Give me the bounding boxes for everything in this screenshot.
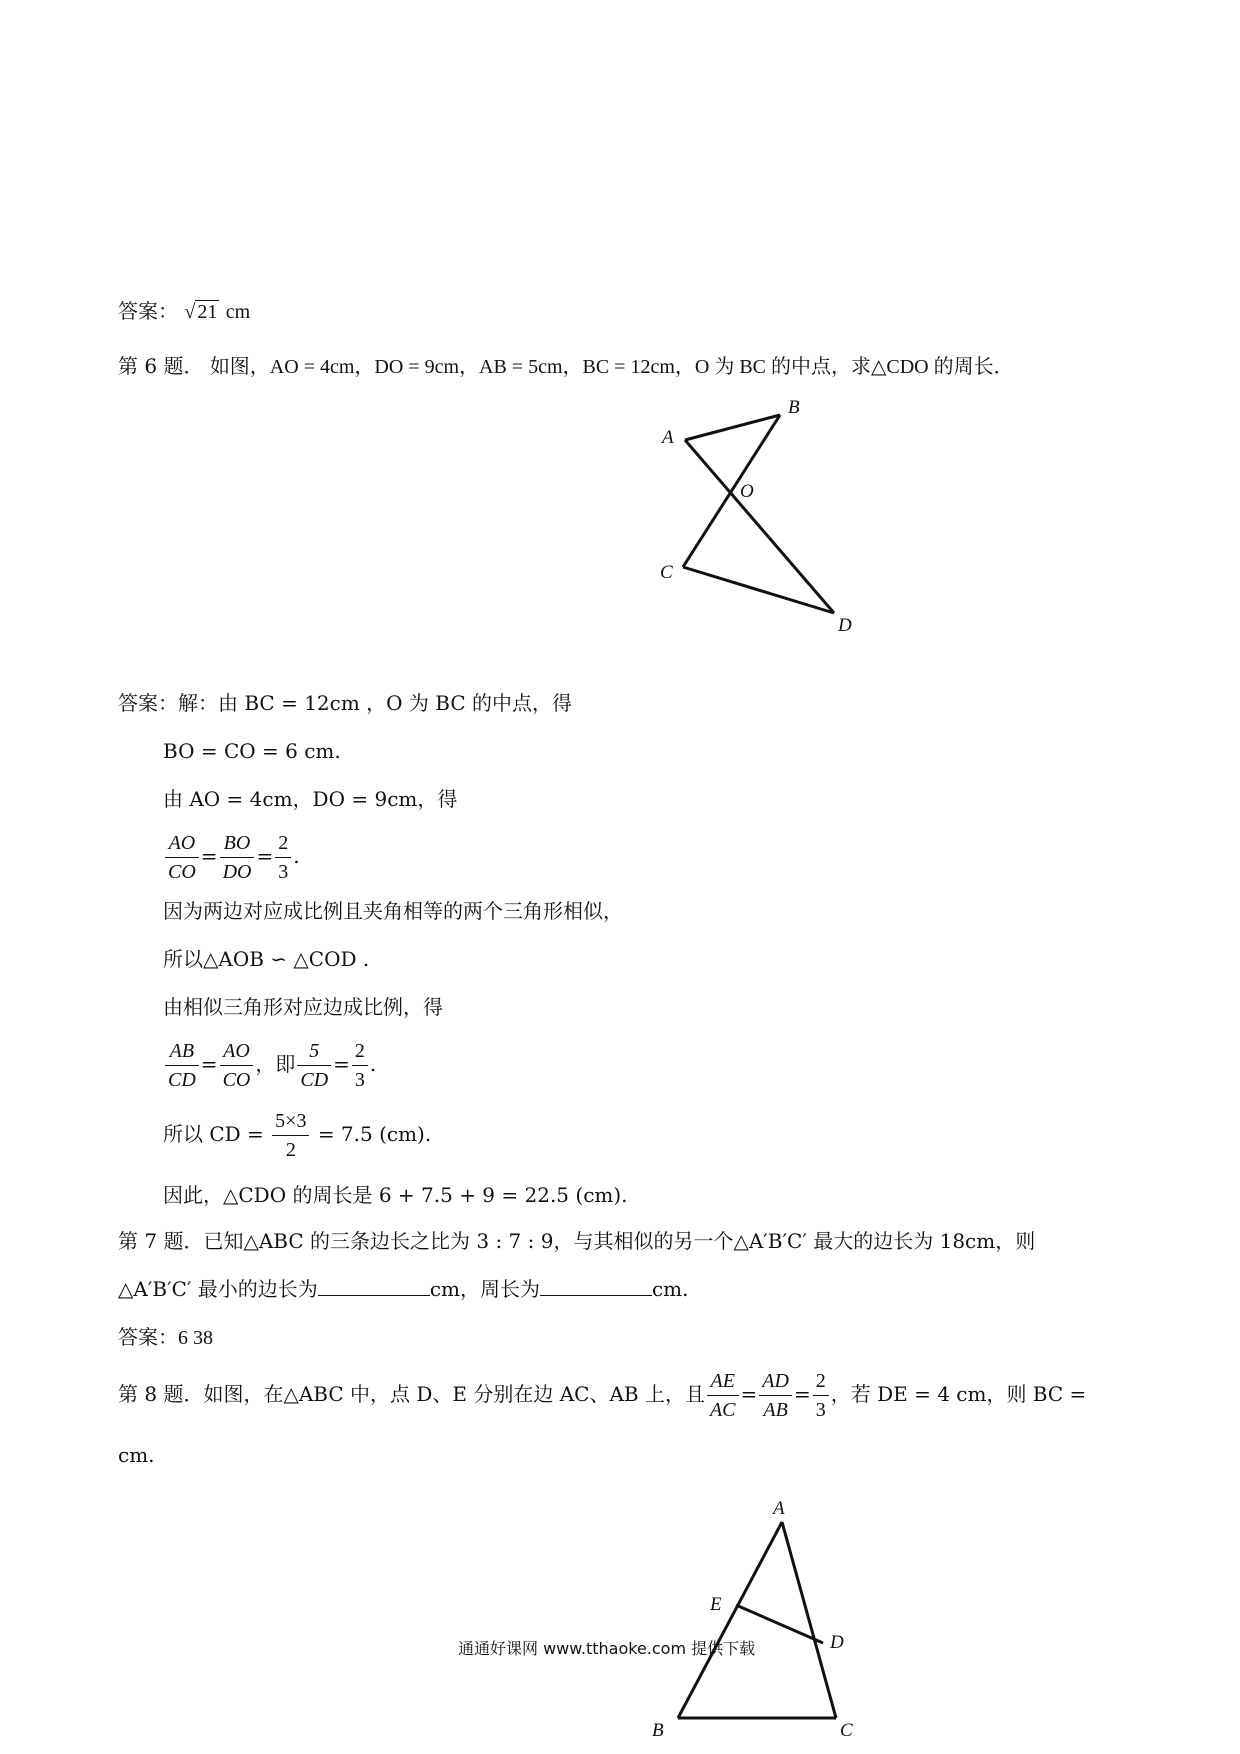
q8-label-e: E (710, 1594, 722, 1615)
answer5-unit: cm (225, 301, 251, 323)
answer5-root-sign: √ (184, 301, 196, 323)
q7-text2c: cm. (651, 1277, 689, 1301)
footer-text: 通通好课网 www.tthaoke.com 提供下载 (458, 1639, 756, 1658)
q7-text1: 已知△ABC 的三条边长之比为 3 : 7 : 9，与其相似的另一个△A′B′C′ 最大的边长为 18cm，则 (203, 1229, 1036, 1253)
q8-label: 第 8 题． (118, 1382, 204, 1406)
answer6-line3: 由 AO = 4cm，DO = 9cm，得 (163, 787, 458, 811)
q7-text2b: cm，周长为 (429, 1277, 540, 1301)
fraction-5x3-2: $\frac{5\times 3}{2}$ (272, 1107, 309, 1164)
answer7-line (118, 1324, 213, 1351)
answer6-cd-line (163, 1104, 431, 1164)
fraction-ad-ab: $\frac{AD}{AB}$ (759, 1367, 792, 1424)
answer7-value: 6 38 (178, 1327, 213, 1349)
q8-seg-ac (782, 1522, 836, 1718)
q6-line (118, 353, 1014, 380)
answer5-line (118, 298, 250, 325)
q7-label: 第 7 题． (118, 1229, 204, 1253)
q8-text-b: ，若 DE = 4 cm，则 BC = (830, 1382, 1087, 1406)
q8-line2: cm. (118, 1443, 155, 1467)
fraction-bo-do: $\frac{BO}{DO}$ (220, 829, 255, 886)
answer6-line1 (118, 690, 572, 716)
q6-label-d: D (838, 615, 852, 636)
answer6-text1: 解：由 BC = 12cm ，O 为 BC 的中点，得 (178, 691, 573, 715)
q6-label-a: A (662, 427, 674, 448)
fraction-2-3-q8: $\frac{2}{3}$ (813, 1367, 829, 1424)
fraction-2-3-b: $\frac{2}{3}$ (352, 1037, 368, 1094)
q8-seg-ab (678, 1522, 782, 1718)
q6-seg-cd (683, 567, 834, 613)
q8-label-c: C (840, 1720, 853, 1740)
cd-tail: = 7.5 (cm). (317, 1122, 432, 1146)
q6-text: 如图，AO = 4cm，DO = 9cm，AB = 5cm，BC = 12cm，O 为 BC 的中点，求△CDO 的周长． (209, 356, 1014, 378)
q8-line1: 第 8 题．如图，在△ABC 中，点 D、E 分别在边 AC、AB 上，且 $\frac{AE}{AC}$ = $\frac{AD}{AB}$ = $\frac{2}{3}$ ，若 DE = 4 cm，则 BC = (118, 1364, 1086, 1424)
answer6-line5: 因为两边对应成比例且夹角相等的两个三角形相似， (163, 899, 623, 923)
q6-figure (650, 395, 880, 645)
q6-label-b: B (788, 397, 800, 418)
fraction-ao-co: $\frac{AO}{CO}$ (165, 829, 199, 886)
ji-text: ，即 (255, 1052, 296, 1076)
q7-text2a: △A′B′C′ 最小的边长为 (118, 1277, 318, 1301)
q8-label-d: D (830, 1632, 844, 1653)
q8-text-a: 如图，在△ABC 中，点 D、E 分别在边 AC、AB 上，且 (203, 1382, 705, 1406)
q7-blank-min[interactable] (318, 1277, 430, 1296)
fraction-5-cd: $\frac{5}{CD}$ (297, 1037, 331, 1094)
fraction-ao-co-2: $\frac{AO}{CO}$ (220, 1037, 254, 1094)
answer6-label: 答案： (118, 691, 178, 715)
answer5-label: 答案： (118, 299, 178, 323)
q6-label-o: O (740, 481, 754, 502)
q8-label-b: B (652, 1720, 664, 1740)
answer6-line10: 因此，△CDO 的周长是 6 + 7.5 + 9 = 22.5 (cm). (163, 1183, 628, 1207)
fraction-ab-cd: $\frac{AB}{CD}$ (165, 1037, 199, 1094)
cd-prefix: 所以 CD = (163, 1122, 264, 1146)
q6-label: 第 6 题． (118, 354, 204, 378)
answer6-line2: BO = CO = 6 cm. (163, 739, 341, 763)
answer7-label: 答案： (118, 1325, 178, 1349)
q7-line2 (118, 1276, 689, 1302)
q7-blank-perimeter[interactable] (540, 1277, 652, 1296)
q8-label-a: A (773, 1500, 785, 1519)
answer6-ratio-line: $\frac{AO}{CO}$ = $\frac{BO}{DO}$ = $\frac{2}{3}$ . (163, 826, 300, 886)
q7-line1 (118, 1228, 1035, 1254)
answer5-root-value: 21 (197, 301, 218, 323)
q8-figure (640, 1500, 860, 1740)
answer6-line7: 由相似三角形对应边成比例，得 (163, 995, 443, 1019)
fraction-ae-ac: $\frac{AE}{AC}$ (707, 1367, 739, 1424)
period: . (293, 844, 300, 868)
answer6-proportion-line: $\frac{AB}{CD}$ = $\frac{AO}{CO}$ ，即 $\frac{5}{CD}$ = $\frac{2}{3}$ . (163, 1034, 376, 1094)
answer6-line6: 所以△AOB ∽ △COD . (163, 947, 370, 971)
q6-label-c: C (660, 562, 673, 583)
fraction-2-3: $\frac{2}{3}$ (275, 829, 291, 886)
